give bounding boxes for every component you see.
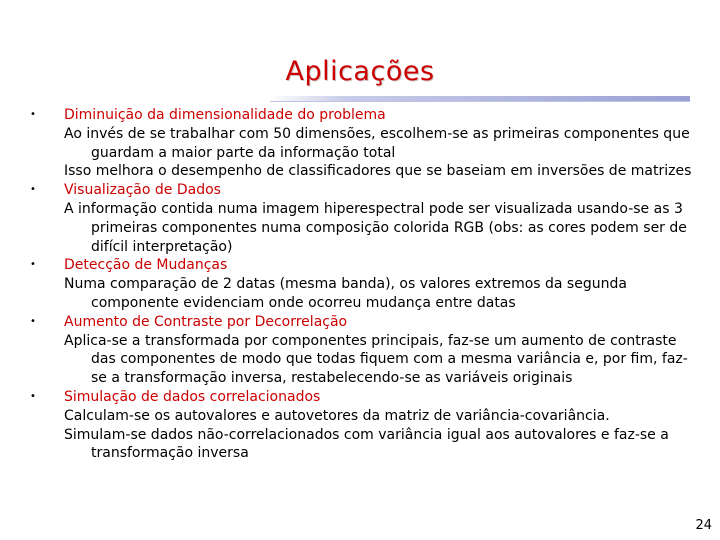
item-text: Aplica-se a transformada por componentes principais, faz-se um aumento de contraste das componentes de modo que todas fiquem com a mesma variância e, por fim, faz-se a transformação inversa, restabelecendo-se as variáveis originais — [64, 332, 688, 387]
bullet-icon: • — [30, 184, 36, 196]
slide-title: Aplicações — [285, 56, 435, 87]
title-underline — [270, 96, 690, 102]
item-text: Isso melhora o desempenho de classificadores que se baseiam em inversões de matrizes — [64, 163, 692, 180]
bullet-icon: • — [30, 315, 36, 327]
list-item — [30, 256, 700, 312]
page-number: 24 — [695, 518, 712, 533]
item-heading: Aumento de Contraste por Decorrelação — [64, 313, 348, 330]
bullet-icon: • — [30, 259, 36, 271]
list-item — [30, 106, 700, 181]
item-heading: Detecção de Mudanças — [64, 257, 228, 274]
item-heading: Simulação de dados correlacionados — [64, 388, 321, 405]
item-text: Ao invés de se trabalhar com 50 dimensões, escolhem-se as primeiras componentes que guardam a maior parte da informação total — [64, 125, 690, 161]
list-item — [30, 313, 700, 388]
bullet-list — [30, 106, 700, 463]
item-text: A informação contida numa imagem hiperespectral pode ser visualizada usando-se as 3 primeiras componentes numa composição colorida RGB (obs: as cores podem ser de difícil interpretação) — [64, 200, 687, 255]
list-item — [30, 181, 700, 256]
item-text: Calculam-se os autovalores e autovetores da matriz de variância-covariância. — [64, 407, 610, 424]
item-text: Simulam-se dados não-correlacionados com variância igual aos autovalores e faz-se a transformação inversa — [64, 426, 669, 462]
list-item — [30, 388, 700, 463]
item-heading: Diminuição da dimensionalidade do problema — [64, 107, 386, 123]
item-heading: Visualização de Dados — [64, 182, 221, 199]
item-text: Numa comparação de 2 datas (mesma banda), os valores extremos da segunda componente evidenciam onde ocorreu mudança entre datas — [64, 276, 627, 311]
bullet-icon: • — [30, 390, 36, 402]
bullet-icon: • — [30, 109, 36, 120]
